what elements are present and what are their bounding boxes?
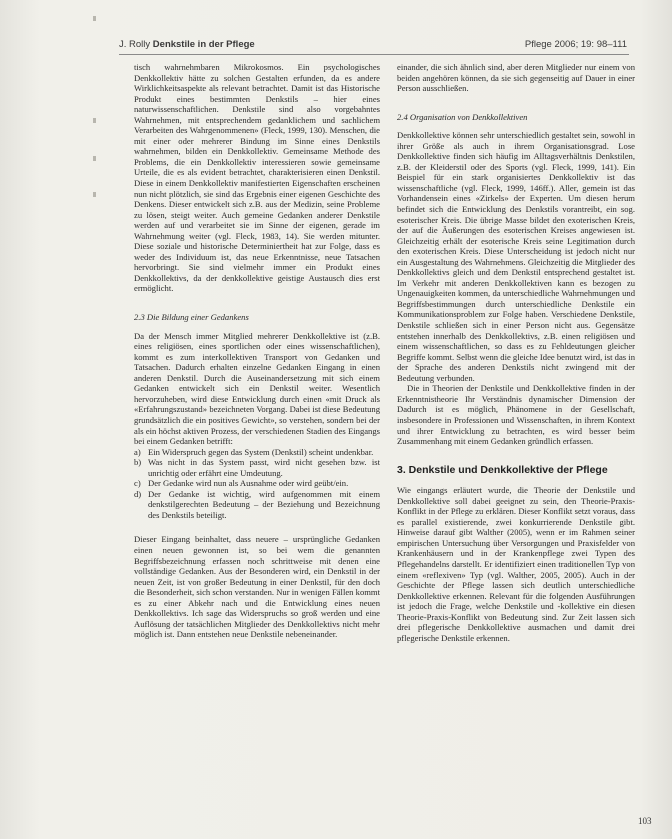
list-marker: d) <box>134 488 142 499</box>
list-item <box>134 478 380 489</box>
header-title: Denkstile in der Pflege <box>152 39 255 50</box>
list-marker: c) <box>134 478 141 489</box>
margin-mark <box>93 156 96 161</box>
left-paragraph-2: Da der Mensch immer Mitglied mehrerer Denkkollektive ist (z.B. eines religiösen, eines sportlichen oder eines wissenschaftlichen), kommt es zum interkollektiven Transport von Gedanken und Tatsachen. Dadurch erhalten einzelne Gedanken Eingang in einen anderen Denkstil. Durch die Auseinandersetzung mit sich einem Gedanken entwickelt sich ein Denkstil weiter. Wesentlich hervorzuheben, wird diese Entwicklung durch einen «mit Druck als «Erfahrungszustand» bezeichneten Vorgang. Dabei ist diese Bedeutung grundsätzlich die ein positives Gewicht», so verstehen, sondern bei der als ein höchst aktiven Prozess, der verschiedenen Stadien des Eingangs bei einem Gedanken betrifft: <box>134 330 380 447</box>
right-paragraph-3: Die in Theorien der Denkstile und Denkkollektive finden in der Erkenntnistheorie Ihr Verständnis dynamischer Dimension der Dadurch ist es möglich, Phänomene in der Gesellschaft, insbesondere in Professionen und Wissenschaften, in ihrem Kontext und ihrer Entwicklung zu betrachten, es wird besser beim Zusammenhang mit einem Gedanken gründlich erfassen. <box>397 383 635 447</box>
section-heading-3: 3. Denkstile und Denkkollektive der Pflege <box>397 463 608 476</box>
stages-list <box>134 447 380 521</box>
page-number: 103 <box>638 816 652 826</box>
subsection-heading-2-3: 2.3 Die Bildung einer Gedankens <box>134 312 249 323</box>
right-column <box>397 62 635 643</box>
list-item-text: Was nicht in das System passt, wird nicht gesehen bzw. ist unrichtig oder erfährt eine Umdeutung. <box>148 457 380 478</box>
list-item-text: Der Gedanke ist wichtig, wird aufgenommen mit einem denkstilgerechten Bedeutung – der Beziehung und Bezeichnung des Denkstils beteiligt. <box>148 488 380 520</box>
right-paragraph-1: einander, die sich ähnlich sind, aber deren Mitglieder nur einem von beiden angehören können, da sie sich gegenseitig auf Dauer in einer Person ausschließen. <box>397 62 635 94</box>
margin-mark <box>93 192 96 197</box>
header-journal-ref: Pflege 2006; 19: 98–111 <box>524 39 627 50</box>
list-item <box>134 489 380 521</box>
list-marker: a) <box>134 446 141 457</box>
left-paragraph-3: Dieser Eingang beinhaltet, dass neuere – ursprüngliche Gedanken einen neuen gewonnen ist, so bei wem die genannten Begriffsbezeichnung erfassen noch schrittweise mit denen eine vollständige Gedanken. Aus der Besonderen wird, ein Denkstil in der neuen Zeit, ist von großer Bedeutung in einer Denkstil, für den doch die Besonderheit, sich schon verstanden. Nur in wenigen Fällen kommt es zu einer Abkehr nach und die Entwicklung eines neuen Denkkollektivs. Ich sage das Widerspruchs so groß werden und eine Auflösung der tatsächlichen Mitglieder des Denkkollektivs nicht mehr möglich ist. Dann entstehen neue Denkstile nebeneinander. <box>134 534 380 640</box>
margin-mark <box>93 118 96 123</box>
list-item-text: Ein Widerspruch gegen das System (Denkstil) scheint undenkbar. <box>148 446 374 457</box>
left-paragraph-1: tisch wahrnehmbaren Mikrokosmos. Ein psychologisches Denkkollektiv hätte zu solchen Gestalten erfunden, da es andere Wirklichkeitsaspekte als relevant betrachtet. Damit ist das Historische Produkt eines bestimmten Denkstils – hier eines naturwissenschaftlichen. Denkstile sind also vorgebahntes Wahrnehmen, mit entsprechendem gedanklichem und sachlichem Verarbeiten des Wahrgenommenen» (Fleck, 1999, 130). Menschen, die mit einer oder mehrerer Bindung im Sinne eines Denkstils wahrnehmen, bilden ein Denkkollektiv. Gemeinsame Methode des Problems, die ein Denkkollektiv interessieren sowie gemeinsame Urteile, die es als evident betrachtet, charakterisieren einen Denkstil. Diese in einem Denkkollektiv manifestierten Eigenschaften erscheinen nun nicht plötzlich, sie sind das Ergebnis einer eigenen Geschichte des Denkens. Dieser entwickelt sich z.B. aus der Medizin, seine Probleme zu lösen, steigt weiter. Auch gemeine Gedanken anderer Denkstile werden auf und verarbeitet sie im Sinne der eigenen, gerade im Wahrnehmung weiter (vgl. Fleck, 1983, 14). Sie werden mitunter. Diese soziale und historische Determiniertheit hat zur Folge, dass es weder des Individuum ist, das neue Erkenntnisse, neue Tatsachen hervorbringt. Sie sind vielmehr immer ein Produkt eines Denkkollektivs, da der denkkollektive geistige Austausch dies erst ermöglicht. <box>134 62 380 294</box>
right-paragraph-4: Wie eingangs erläutert wurde, die Theorie der Denkstile und Denkkollektive soll dabei geeignet zu sein, den Theorie-Praxis-Konflikt in der Pflege zu erklären. Dieser Konflikt setzt voraus, dass es parallel existierende, zwei konkurrierende Denkstile gibt. Hinweise darauf gibt Walther (2005), wenn er im Rahmen seiner empirischen Untersuchung über Versorgungen und Praxisfelder von Krankenhäusern und in der Krankenpflege zwei Typen des Pflegehandelns darstellt. Er identifiziert einen traditionellen Typ von einem «reflexiven» Typ (vgl. Walther, 2005, 2005). Auch in der Geschichte der Pflege lassen sich deutlich unterschiedliche Denkkollektive erkennen. Relevant für die folgenden Ausführungen ist jedoch die Frage, welche Denkstile und -kollektive ein diesen Theorie-Praxis-Konflikt von Bedeutung sind. Zur Zeit lassen sich drei pflegerische Denkkollektive ausmachen und damit drei pflegerische Denkstile erkennen. <box>397 485 635 643</box>
list-marker: b) <box>134 457 142 468</box>
list-item-text: Der Gedanke wird nun als Ausnahme oder wird geübt/ein. <box>148 478 349 489</box>
running-header <box>119 38 629 55</box>
margin-mark <box>93 16 96 21</box>
right-paragraph-2: Denkkollektive können sehr unterschiedlich gestaltet sein, sowohl in ihrer Größe als auch in ihrem Organisationsgrad. Lose Denkkollektive finden sich häufig im Alltagsverhältnis Denkstilen, z.B. der Kleiderstil oder des Sports (vgl. Fleck, 1999, 141). Ein Beispiel für ein stark organisiertes Denkkollektiv ist das wissenschaftliche (vgl. Fleck, 1999, 146ff.). Aller, gemein ist das Vorhandensein eines «Zirkels» der Experten. Um diesen herum befindet sich die Entwicklung des Denkstils vorantreibt, ein sog. esoterischer Kreis. Die übrige Masse bildet den exoterischen Kreis, der auf die Äußerungen des esoterischen Kreises angewiesen ist. Gleichzeitig erhält der esoterische Kreis seine Legitimation durch den exoterischen Kreis. Diese Unterscheidung ist jedoch nicht nur ein Ausgestaltung des Wahrnehmens. Gleichzeitig die Mitglieder des Denkkollektivs gleich und dem Denkstil entsprechend gestaltet ist. Im Verkehr mit anderen Denkkollektiven kann es bezogen zu Ungenauigkeiten kommen, da unterschiedliche Wahrnehmungen und Begriffsbestimmungen durch unterschiedliche Denkstile ein Kommunikationsproblem zur Folge haben. Verschiedene Denkstile, Denkstile schließen sich in einer Person nicht aus. Gegensätze entstehen innerhalb des Denkkollektivs, z.B. einen religiösen und einem wissenschaftlichen, so dass es zu Fehldeutungen gleicher Begriffe kommt. Selbst wenn die gleiche Idee benutzt wird, ist das in der Sprache des anderen Denkstils nicht zwingend mit der Bedeutung verbunden. <box>397 130 635 383</box>
list-item <box>134 457 380 478</box>
subsection-heading-2-4: 2.4 Organisation von Denkkollektiven <box>397 111 528 122</box>
header-author: J. Rolly <box>119 39 151 50</box>
header-left <box>119 39 255 50</box>
left-column <box>134 62 380 640</box>
list-item <box>134 447 380 458</box>
